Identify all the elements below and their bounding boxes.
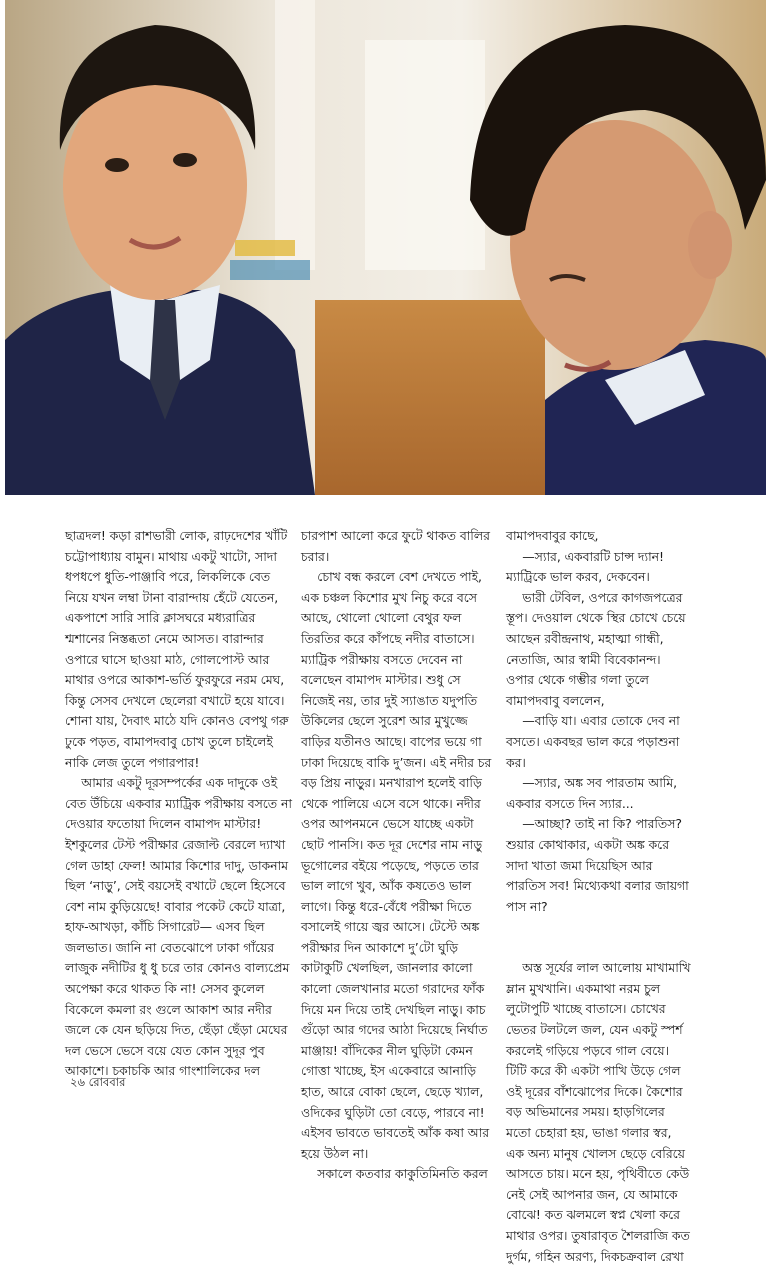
text-column-2 [301, 526, 497, 1185]
text-column-1 [65, 526, 293, 1082]
photo-two-schoolboys-icon [5, 0, 766, 495]
paragraph: বামাপদবাবুর কাছে, [506, 528, 599, 543]
paragraph: চারপাশ আলো করে ফুটে থাকত বালির চরার। [301, 528, 490, 564]
paragraph: চোখ বন্ধ করলে বেশ দেখতে পাই, এক চঞ্চল কিশোর মুখ নিচু করে বসে আছে, থোলো থোলো বেথুর ফল তিরতির করে কাঁপছে নদীর বাতাসে। ম্যাট্রিক পরীক্ষায় বসতে দেবেন না বলেছেন বামাপদ মাস্টার। শুধু সে নিজেই নয়, তার দুই স্যাঙাত যদুপতি উকিলের ছেলে সুরেশ আর মুখুজ্জে বাড়ির যতীনও আছে। বাপের ভয়ে গা ঢাকা দিয়েছে বাকি দু’জন। এই নদীর চর বড় প্রিয় নাড়ুর। মনখারাপ হলেই বাড়ি থেকে পালিয়ে এসে বসে থাকে। নদীর ওপর আপনমনে ভেসে যাচ্ছে একটা ছোট পানসি। কত দূর দেশের নাম নাড়ু ভূগোলের বইয়ে পড়েছে, পড়তে তার ভাল লাগে খুব, আঁক কষতেও ভাল লাগে। কিন্তু ধরে-বেঁধে পরীক্ষা দিতে বসালেই গায়ে জ্বর আসে। টেস্টে অঙ্ক পরীক্ষার দিন আকাশে দু’টো ঘুড়ি কাটাকুটি খেলছিল, জানলার কালো কালো জেলখানার মতো গরাদের ফাঁক দিয়ে মন দিয়ে তাই দেখছিল নাড়ু। কাচ গুঁড়ো আর গদের আঠা দিয়েছে নির্ঘাত মাঞ্জায়! বাঁদিকের নীল ঘুড়িটা কেমন গোত্তা খাচ্ছে, ইস একেবারে আনাড়ি হাত, আরে বোকা ছেলে, ছেড়ে খ্যাল, ওদিকের ঘুড়িটা তো বেড়ে, পারবে না! এইসব ভাবতে ভাবতেই আঁক কষা আর হয়ে উঠল না। [301, 569, 492, 1161]
page-footer: ২৬ রোববার [70, 1075, 126, 1089]
text-column-3 [506, 526, 692, 1267]
paragraph: আমার একটু দূরসম্পর্কের এক দাদুকে ওই বেত উঁচিয়ে একবার ম্যাট্রিক পরীক্ষায় বসতে না দেওয়ার ফতোয়া দিলেন বামাপদ মাস্টার! ইশকুলের টেস্ট পরীক্ষার রেজাল্ট বেরলে দ্যাখা গেল ডাহা ফেল! আমার কিশোর দাদু, ডাকনাম ছিল ‘নাড়ু’, সেই বয়সেই বখাটে ছেলে হিসেবে বেশ নাম কুড়িয়েছে! বাবার পকেট কেটে যাত্রা, হাফ-আখড়া, কাঁচি সিগারেট— এসব ছিল জলভাত। জানি না বেতঝোপে ঢাকা গাঁয়ের লাজুক নদীটির ধু ধু চরে তার কোনও বাল্যপ্রেম অপেক্ষা করে থাকত কি না! সেসব কুলেল বিকেলে কমলা রং গুলে আকাশ আর নদীর জলে কে যেন ছড়িয়ে দিত, ছেঁড়া ছেঁড়া মেঘের দল ভেসে ভেসে বয়ে যেত কোন সুদূর পুব আকাশে। চকাচকি আর গাংশালিকের দল [65, 775, 292, 1079]
dialogue-line: —স্যার, একবারটি চান্স দ্যান! ম্যাট্রিকে ভাল করব, দেকবেন। [506, 548, 664, 585]
paragraph: ছাত্রদল! কড়া রাশভারী লোক, রাঢ়দেশের খাঁটি চট্টোপাধ্যায় বামুন। মাথায় একটু খাটো, সাদা ধপধপে ধুতি-পাঞ্জাবি পরে, লিকলিকে বেত নিয়ে যখন লম্বা টানা বারান্দায় হেঁটে যেতেন, একপাশে সারি সারি ক্লাসঘরে মধ্যরাত্রির শ্মশানের নিস্তব্ধতা নেমে আসত। বারান্দার ওপারে ঘাসে ছাওয়া মাঠ, গোলপোস্ট আর মাথার ওপরে আকাশ-ভর্তি ফুরফুরে নরম মেঘ, কিন্তু সেসব দেখলে ছেলেরা বখাটে হয়ে যাবে। শোনা যায়, দৈবাৎ মাঠে যদি কোনও বেপথু গরু ঢুকে পড়ত, বামাপদবাবু চোখ তুলে চাইলেই নাকি লেজ তুলে পগারপার! [65, 528, 289, 770]
dialogue-line: —বাড়ি যা। এবার তোকে দেব না বসতে। একবছর ভাল করে পড়াশুনা কর। [506, 713, 680, 770]
hero-photo [5, 0, 766, 495]
paragraph: অস্ত সূর্যের লাল আলোয় মাখামাখি ম্লান মুখখানি। একমাথা নরম চুল লুটোপুটি খাচ্ছে বাতাসে। চোখের ভেতর টলটলে জল, যেন একটু স্পর্শ করলেই গড়িয়ে পড়বে গাল বেয়ে। টিটি করে কী একটা পাখি উড়ে গেল ওই দূরের বাঁশঝোপের দিকে। কৈশোর বড় অভিমানের সময়। হাড়গিলের মতো চেহারা হয়, ভাঙা গলার স্বর, এক অন্য মানুষ খোলস ছেড়ে বেরিয়ে আসতে চায়। মনে হয়, পৃথিবীতে কেউ নেই সেই আপনার জন, যে আমাকে বোঝে! কত ঝলমলে স্বপ্ন খেলা করে মাথার ওপর। তুষারাবৃত শৈলরাজি কত দুর্গম, গহিন অরণ্য, দিকচক্রবাল রেখা [506, 960, 691, 1264]
paragraph: সকালে কতবার কাকুতিমিনতি করল [317, 1166, 488, 1182]
section-gap [506, 917, 692, 958]
dialogue-line: —স্যার, অঙ্ক সব পারতাম আমি, একবার বসতে দিন স্যার... [506, 775, 677, 811]
paragraph: ভারী টেবিল, ওপরে কাগজপত্রের স্তূপ। দেওয়াল থেকে স্থির চোখে চেয়ে আছেন রবীন্দ্রনাথ, মহাত্মা গান্ধী, নেতাজি, আর স্বামী বিবেকানন্দ। ওপার থেকে গম্ভীর গলা তুলে বামাপদবাবু বললেন, [506, 589, 686, 708]
dialogue-line: —আচ্ছা? তাই না কি? পারতিস? শুয়ার কোথাকার, একটা অঙ্ক করে সাদা খাতা জমা দিয়েছিস আর পারতিস সব! মিথ্যেকথা বলার জায়গা পাস না? [506, 816, 689, 914]
